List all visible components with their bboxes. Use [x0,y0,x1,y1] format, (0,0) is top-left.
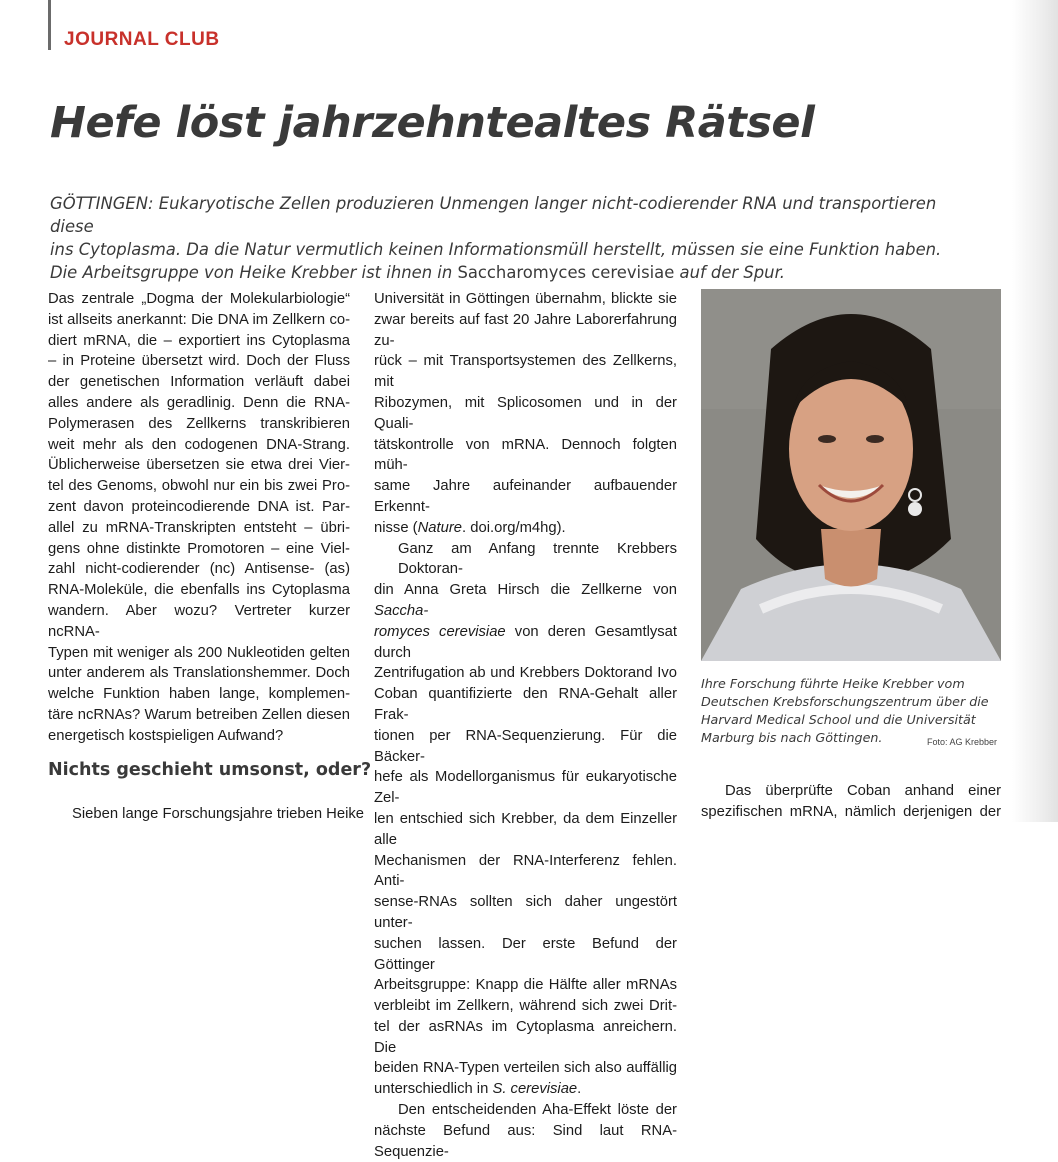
lead-line-3b: auf der Spur. [674,263,786,282]
text-line [374,1079,677,1100]
text-line: spezifischen mRNA, nämlich derjenigen der [701,803,1001,820]
text-line: Das überprüfte Coban anhand einer [725,783,1001,799]
text-line: Marburg bis nach Göttingen. [701,730,883,745]
text-line: Das zentrale „Dogma der Molekularbiologie“ [48,291,350,307]
headline: Hefe löst jahrzehntealtes Rätsel [50,98,815,148]
journal-name: Nature [417,519,463,536]
text-line: allel zu mRNA-Transkripten entsteht – übri- [48,519,350,536]
text-line: suchen lassen. Der erste Befund der Göttinger [374,935,677,973]
text-line: Ihre Forschung führte Heike Krebber vom [701,676,965,691]
text-line: welche Funktion haben lange, komplemen- [48,686,350,703]
text-line: gens ohne distinkte Promotoren – eine Viel- [48,540,350,557]
species-name: romyces cerevisiae [374,623,506,640]
lead-line-3a: Die Arbeitsgruppe von Heike Krebber ist ihnen in [50,263,458,282]
text-line: beiden RNA-Typen verteilen sich also auffällig [374,1060,677,1077]
text-line: energetisch kostspieligen Aufwand? [48,727,284,744]
column-1 [48,289,350,747]
text-line: hefe als Modellorganismus für eukaryotische Zel- [374,769,677,807]
text-line: Typen mit weniger als 200 Nukleotiden gelten [48,644,350,661]
text-line: – in Proteine übersetzt wird. Doch der Fluss [48,353,350,370]
text-line: Mechanismen der RNA-Interferenz fehlen. Anti- [374,852,677,890]
text-fragment: . doi.org/m4hg). [462,519,566,536]
text-fragment: unterschiedlich in [374,1081,493,1098]
text-line [374,580,677,622]
text-line: zwar bereits auf fast 20 Jahre Laborerfahrung zu- [374,311,677,349]
column-2 [374,289,677,1162]
section-rule [48,0,51,50]
lead-paragraph [50,192,970,284]
text-line: diert mRNA, die – exportiert ins Cytoplasma [48,332,350,349]
portrait-illustration [701,289,1001,661]
text-line: Polymerasen des Zellkerns transkribieren [48,415,350,432]
text-line: ist allseits anerkannt: Die DNA im Zellkern co- [48,311,350,328]
text-line: Harvard Medical School und die Universität [701,712,976,727]
text-line: alles andere als geradlinig. Denn die RNA- [48,394,350,411]
text-line: Ribozymen, mit Splicosomen und in der Quali- [374,394,677,432]
lead-line-2: ins Cytoplasma. Da die Natur vermutlich keinen Informationsmüll herstellt, müssen sie eine Funktion haben. [50,240,942,259]
lead-line-1: GÖTTINGEN: Eukaryotische Zellen produzieren Unmengen langer nicht-codierender RNA und transportieren diese [50,194,937,236]
text-line: Ganz am Anfang trennte Krebbers Doktoran- [398,540,677,578]
text-line: der genetischen Information verläuft dabei [48,374,350,391]
text-line: Den entscheidenden Aha-Effekt löste der [398,1102,677,1119]
text-fragment: . [577,1081,582,1098]
text-line [374,622,677,664]
text-line: Arbeitsgruppe: Knapp die Hälfte aller mRNAs [374,977,677,994]
text-fragment: von deren Gesamtlysat durch [374,623,678,661]
text-line: RNA-Moleküle, die ebenfalls ins Cytoplasma [48,582,350,599]
text-fragment: nisse ( [374,519,418,536]
text-line: same Jahre aufeinander aufbauender Erkennt- [374,478,677,515]
species-name: Saccha- [374,602,429,619]
text-line: nächste Befund aus: Sind laut RNA-Sequenzie- [374,1122,677,1160]
col2-paragraph-1 [374,289,677,518]
text-line: tionen per RNA-Sequenzierung. Für die Bäcker- [374,727,677,765]
lead-species: Saccharomyces cerevisiae [457,263,675,282]
text-fragment: din Anna Greta Hirsch die Zellkerne von [374,582,677,599]
column-3-continuation [701,781,1001,823]
text-line: verbleibt im Zellkern, während sich zwei Drit- [374,998,677,1015]
text-line: Üblicherweise übersetzen sie etwa drei Vier- [48,457,350,474]
text-line: Coban quantifizierte den RNA-Gehalt aller Frak- [374,686,677,723]
species-name: S. cerevisiae [492,1081,578,1098]
text-line: Deutschen Krebsforschungszentrum über die [701,694,989,709]
text-line: Universität in Göttingen übernahm, blickte sie [374,291,677,307]
text-line: unter anderem als Translationshemmer. Doch [48,665,350,682]
text-line: tätskontrolle von mRNA. Dennoch folgten müh- [374,436,677,474]
subheading: Nichts geschieht umsonst, oder? [48,760,372,780]
text-line [374,518,677,539]
text-line: wandern. Aber wozu? Vertreter kurzer ncRNA- [48,602,350,640]
text-line: Zentrifugation ab und Krebbers Doktorand Ivo [374,665,677,682]
text-line: zent davon proteincodierende DNA ist. Par- [48,498,350,515]
text-line: Sieben lange Forschungsjahre trieben Heike [72,806,365,822]
text-line: len entschied sich Krebber, da dem Einzeller alle [374,810,677,848]
text-line: zahl nicht-codierender (nc) Antisense- (as) [48,561,350,578]
text-line: weit mehr als den codogenen DNA-Strang. [48,436,350,453]
text-line: täre ncRNAs? Warum betreiben Zellen diesen [48,706,350,723]
portrait-photo [701,289,1001,661]
text-line: rück – mit Transportsystemen des Zellkerns, mit [374,353,677,391]
section-label: JOURNAL CLUB [64,29,220,50]
page-edge-shadow [1012,0,1058,822]
text-line: sense-RNAs sollten sich daher ungestört unter- [374,894,677,931]
text-line: tel der asRNAs im Cytoplasma anreichern. Die [374,1018,677,1056]
col2-paragraph-2 [374,663,677,1079]
text-line: tel des Genoms, obwohl nur ein bis zwei Pro- [48,478,350,495]
col2-paragraph-3 [374,1100,677,1162]
photo-credit: Foto: AG Krebber [927,737,998,747]
